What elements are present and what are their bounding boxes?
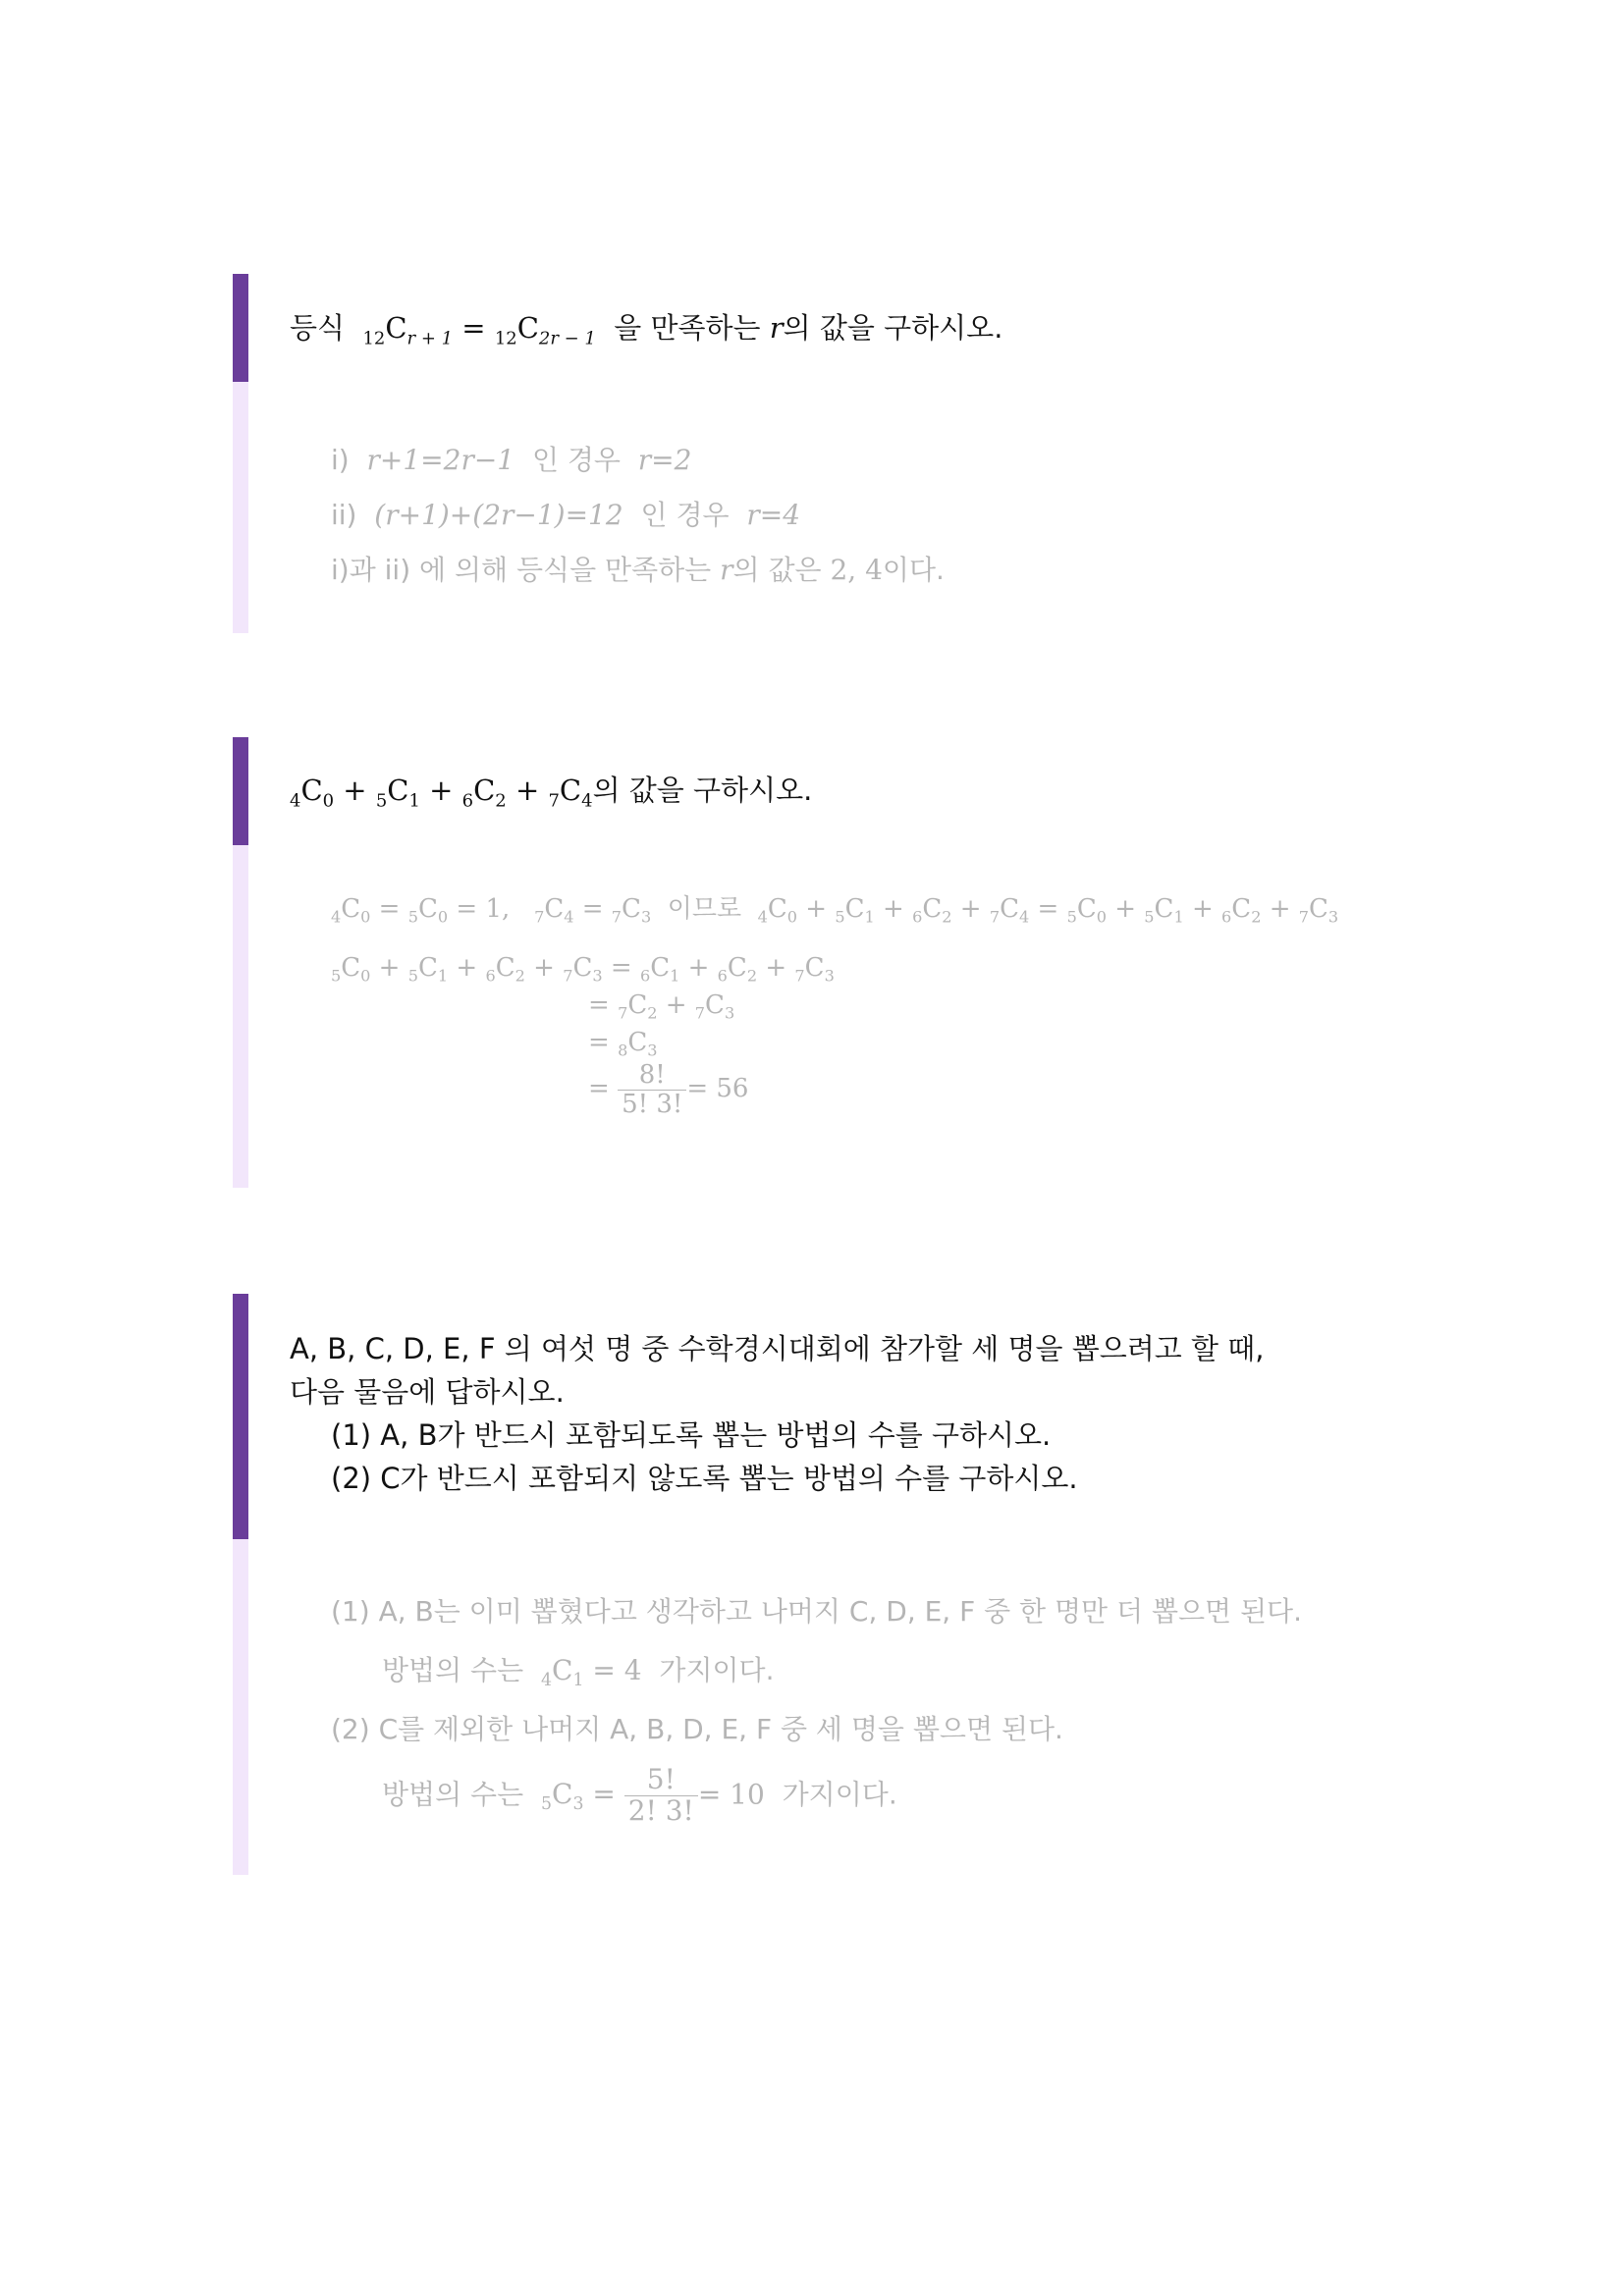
a2-line-2: $_5C_0 + _5C_1 + _6C_2 + _7C_3 = _6C_1 + _6C_2 + _7C_3$: [331, 953, 835, 986]
problem-3-question: [233, 1294, 1391, 1539]
a3-fraction: $\frac{5!}{2! 3!}$: [624, 1765, 698, 1827]
a2-line-1: $_4C_0 = _5C_0 = 1$, $_7C_4 = _7C_3$ 이므로 $_4C_0 + _5C_1 + _6C_2 + _7C_4 = _5C_0 + _5C_1 + _6C_2 + _7C_3$: [331, 894, 1339, 927]
problem-1: [233, 274, 1391, 633]
q1-equation: $_{12}C_{r + 1} = _{12}C_{2r - 1}$: [362, 311, 596, 349]
q2-suffix: 의 값을 구하시오.: [592, 774, 813, 807]
q3-sub-2: (2) C가 반드시 포함되지 않도록 뽑는 방법의 수를 구하시오.: [331, 1462, 1078, 1495]
a3-line-4: 방법의 수는 $_5C_3$ = $\frac{5!}{2! 3!}$ = 10 가지이다.: [382, 1763, 897, 1827]
a1-line-3: i)과 ii) 에 의해 등식을 만족하는 r의 값은 2, 4이다.: [331, 554, 945, 586]
q3-line-2: 다음 물음에 답하시오.: [290, 1375, 565, 1409]
a2-fraction: $\frac{8!}{5! 3!}$: [618, 1061, 686, 1118]
q1-prefix: 등식: [290, 311, 346, 345]
q1-suffix1: 을 만족하는: [614, 311, 761, 345]
a2-line-3: = $_7C_2 + _7C_3$: [588, 990, 735, 1023]
a2-line-5: = $\frac{8!}{5! 3!}$ = 56: [588, 1060, 749, 1119]
q1-suffix2: 의 값을 구하시오.: [783, 311, 1003, 345]
problem-2-answer: [233, 845, 1391, 1188]
q1-var: r: [769, 311, 784, 345]
problem-2-question: [233, 737, 1391, 845]
a3-line-1: (1) A, B는 이미 뽑혔다고 생각하고 나머지 C, D, E, F 중 한 명만 더 뽑으면 된다.: [331, 1595, 1302, 1628]
a1-line-1: i) r+1=2r−1 인 경우 r=2: [331, 444, 692, 476]
q2-expression: $_4C_0 + _5C_1 + _6C_2 + _7C_4$: [290, 774, 593, 812]
a1-line-2: ii) (r+1)+(2r−1)=12 인 경우 r=4: [331, 499, 801, 531]
q3-sub-1: (1) A, B가 반드시 포함되도록 뽑는 방법의 수를 구하시오.: [331, 1418, 1052, 1452]
problem-3-answer: [233, 1539, 1391, 1875]
problem-1-answer: [233, 382, 1391, 633]
problem-3: [233, 1294, 1391, 1875]
a3-line-3: (2) C를 제외한 나머지 A, B, D, E, F 중 세 명을 뽑으면 된다.: [331, 1713, 1063, 1745]
q3-line-1: A, B, C, D, E, F 의 여섯 명 중 수학경시대회에 참가할 세 명을 뽑으려고 할 때,: [290, 1332, 1265, 1365]
problem-2: [233, 737, 1391, 1188]
problem-1-question: [233, 274, 1391, 382]
a3-line-2: 방법의 수는 $_4C_1 = 4$ 가지이다.: [382, 1654, 775, 1691]
a2-line-4: = $_8C_3$: [588, 1028, 658, 1060]
